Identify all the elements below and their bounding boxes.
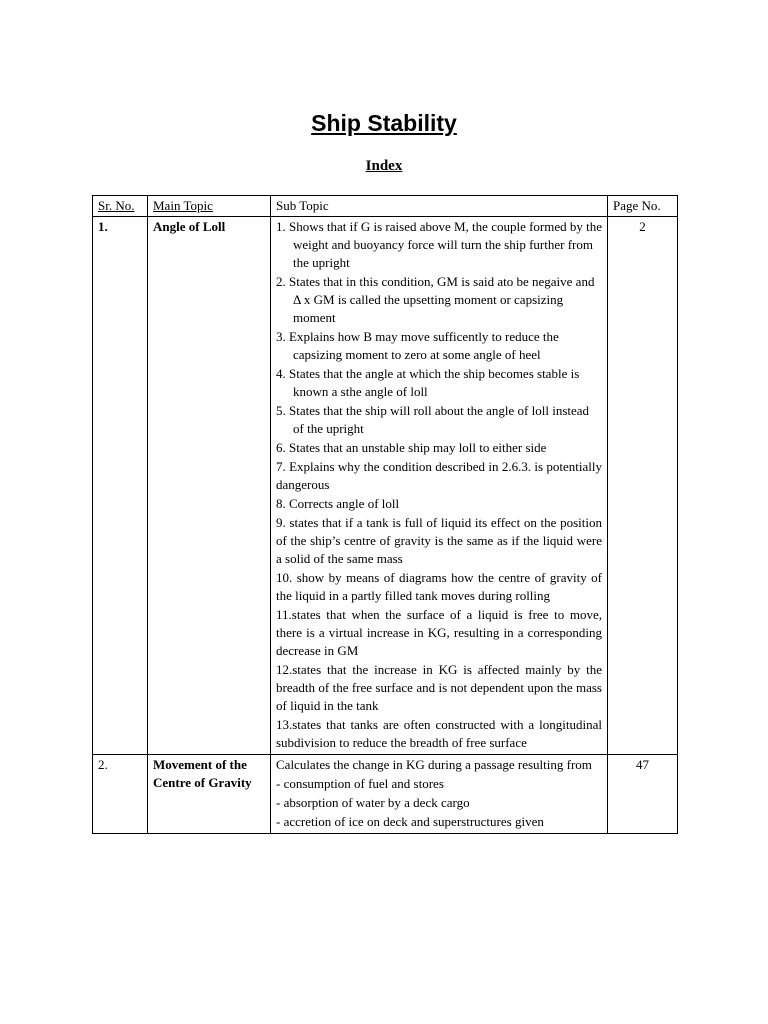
document-subtitle: Index (365, 158, 403, 174)
document-title: Ship Stability (311, 110, 457, 136)
sub-topic-item: 1. Shows that if G is raised above M, the couple formed by the weight and buoyancy force will turn the ship further from the upright (276, 219, 603, 270)
sub-topic-item: - consumption of fuel and stores (276, 776, 444, 791)
sub-topic-item: 10. show by means of diagrams how the centre of gravity of the liquid in a partly filled tank moves during rolling (276, 570, 602, 603)
sub-topic-item: 4. States that the angle at which the ship becomes stable is known a sthe angle of loll (276, 366, 580, 399)
table-row (93, 755, 678, 834)
sub-topic-item: 6. States that an unstable ship may loll to either side (276, 440, 547, 455)
header-sr-no: Sr. No. (93, 196, 148, 217)
row-main-topic: Movement of the Centre of Gravity (148, 755, 271, 834)
index-table (92, 195, 678, 834)
row-page-no: 2 (608, 217, 678, 755)
sub-topic-item: 7. Explains why the condition described in 2.6.3. is potentially dangerous (276, 459, 602, 492)
sub-topic-item: - absorption of water by a deck cargo (276, 795, 470, 810)
row-sub-topics (271, 217, 608, 755)
row-sr-no: 1. (93, 217, 148, 755)
table-header-row (93, 196, 678, 217)
sub-topic-item: Calculates the change in KG during a passage resulting from (276, 757, 592, 772)
table-body (93, 217, 678, 834)
sub-topic-item: 9. states that if a tank is full of liquid its effect on the position of the ship’s centre of gravity is the same as if the liquid were a solid of the same mass (276, 515, 602, 566)
sub-topic-item: 12.states that the increase in KG is affected mainly by the breadth of the free surface and is not dependent upon the mass of liquid in the tank (276, 662, 602, 713)
table-row (93, 217, 678, 755)
header-sub-topic: Sub Topic (271, 196, 608, 217)
sub-topic-item: 5. States that the ship will roll about the angle of loll instead of the upright (276, 403, 590, 436)
sub-topic-item: - accretion of ice on deck and superstructures given (276, 814, 544, 829)
sub-topic-item: 2. States that in this condition, GM is said ato be negaive and Δ x GM is called the upsetting moment or capsizing moment (276, 274, 595, 325)
sub-topic-item: 8. Corrects angle of loll (276, 496, 400, 511)
row-sr-no: 2. (93, 755, 148, 834)
row-page-no: 47 (608, 755, 678, 834)
row-sub-topics (271, 755, 608, 834)
sub-topic-item: 13.states that tanks are often constructed with a longitudinal subdivision to reduce the breadth of free surface (276, 717, 602, 750)
sub-topic-item: 3. Explains how B may move sufficently to reduce the capsizing moment to zero at some angle of heel (276, 329, 559, 362)
header-main-topic: Main Topic (148, 196, 271, 217)
sub-topic-item: 11.states that when the surface of a liquid is free to move, there is a virtual increase in KG, resulting in a corresponding decrease in GM (276, 607, 602, 658)
row-main-topic: Angle of Loll (148, 217, 271, 755)
header-page-no: Page No. (608, 196, 678, 217)
